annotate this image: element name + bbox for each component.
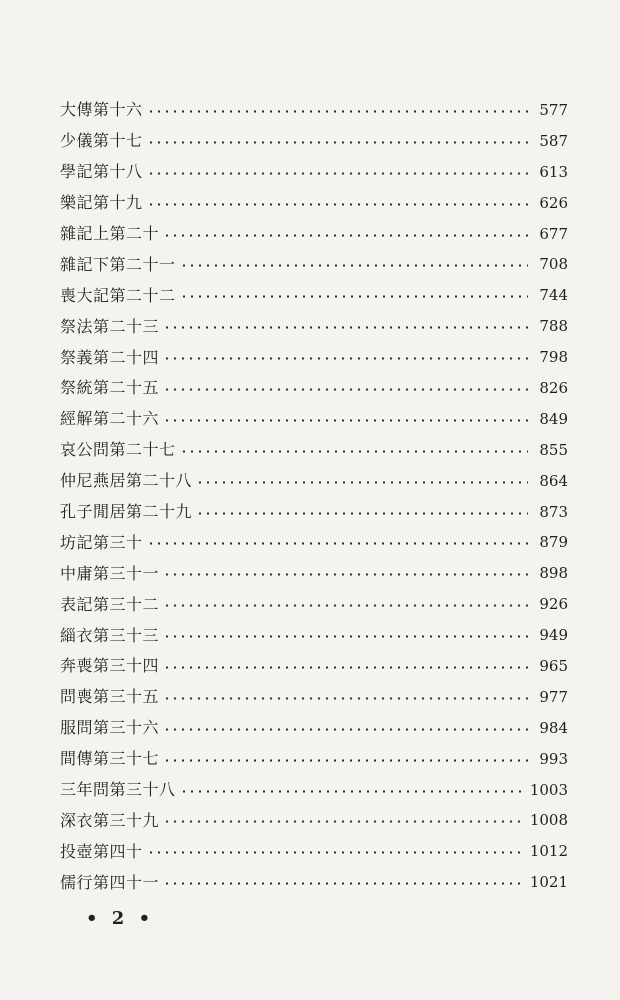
- toc-leader-dots: [163, 234, 528, 237]
- toc-leader-dots: [196, 481, 528, 484]
- toc-entry-title: 中庸第三十一: [60, 563, 160, 583]
- toc-leader-dots: [147, 141, 528, 144]
- toc-entry-page: 984: [539, 718, 568, 737]
- page-number: • 2 •: [86, 908, 155, 929]
- table-of-contents: [60, 95, 568, 898]
- toc-entry: [60, 651, 568, 682]
- toc-entry: [60, 497, 568, 528]
- toc-entry: [60, 682, 568, 713]
- toc-entry: [60, 867, 568, 898]
- toc-entry-page: 626: [539, 193, 568, 212]
- toc-entry-page: 873: [539, 502, 568, 521]
- toc-entry-title: 大傳第十六: [60, 100, 143, 120]
- toc-entry-page: 879: [539, 533, 568, 552]
- toc-leader-dots: [163, 697, 528, 700]
- toc-entry-title: 學記第十八: [60, 162, 143, 182]
- toc-entry: [60, 188, 568, 219]
- toc-entry-page: 949: [539, 626, 568, 645]
- toc-leader-dots: [163, 666, 528, 669]
- toc-entry: [60, 126, 568, 157]
- toc-entry-title: 祭統第二十五: [60, 378, 160, 398]
- toc-entry-page: 855: [539, 440, 568, 459]
- toc-leader-dots: [147, 542, 528, 545]
- toc-entry: [60, 280, 568, 311]
- toc-leader-dots: [147, 851, 526, 854]
- toc-entry-title: 樂記第十九: [60, 193, 143, 213]
- toc-entry-title: 服問第三十六: [60, 718, 160, 738]
- toc-entry-title: 雜記上第二十: [60, 224, 160, 243]
- toc-leader-dots: [163, 728, 528, 731]
- toc-entry-page: 864: [539, 471, 568, 490]
- toc-leader-dots: [180, 450, 528, 453]
- toc-entry-title: 喪大記第二十二: [60, 285, 176, 305]
- toc-entry-page: 577: [539, 100, 568, 119]
- toc-entry-page: 798: [539, 348, 568, 367]
- toc-entry-page: 1021: [529, 873, 568, 892]
- toc-leader-dots: [163, 326, 528, 329]
- toc-leader-dots: [147, 203, 528, 206]
- toc-entry-title: 儒行第四十一: [60, 872, 160, 892]
- toc-entry: [60, 157, 568, 188]
- toc-entry-title: 祭法第二十三: [60, 316, 160, 336]
- toc-leader-dots: [163, 419, 528, 422]
- toc-leader-dots: [163, 759, 528, 762]
- toc-leader-dots: [163, 573, 528, 576]
- toc-entry: [60, 775, 568, 806]
- toc-entry-title: 坊記第三十: [60, 532, 143, 552]
- toc-entry-page: 849: [539, 409, 568, 428]
- toc-entry-page: 744: [539, 286, 568, 305]
- toc-entry: [60, 95, 568, 126]
- toc-entry-title: 哀公問第二十七: [60, 440, 176, 460]
- toc-entry-title: 三年問第三十八: [60, 780, 176, 800]
- toc-entry-title: 深衣第三十九: [60, 810, 160, 830]
- toc-leader-dots: [180, 264, 528, 267]
- toc-leader-dots: [163, 635, 528, 638]
- toc-leader-dots: [163, 882, 526, 885]
- toc-entry-title: 仲尼燕居第二十八: [60, 471, 193, 491]
- toc-entry: [60, 219, 568, 250]
- toc-entry-title: 少儀第十七: [60, 131, 143, 151]
- toc-entry-title: 雜記下第二十一: [60, 254, 176, 274]
- toc-entry: [60, 466, 568, 497]
- toc-entry-title: 間傳第三十七: [60, 749, 160, 769]
- toc-entry-page: 1008: [529, 811, 568, 830]
- toc-leader-dots: [147, 110, 528, 113]
- toc-entry-page: 613: [539, 162, 568, 181]
- toc-leader-dots: [163, 820, 526, 823]
- toc-entry: [60, 558, 568, 589]
- toc-entry-page: 677: [539, 224, 568, 243]
- toc-entry-title: 問喪第三十五: [60, 687, 160, 707]
- toc-entry: [60, 713, 568, 744]
- toc-entry-page: 1003: [529, 780, 568, 799]
- toc-entry-title: 表記第三十二: [60, 594, 160, 614]
- toc-entry: [60, 311, 568, 342]
- toc-entry: [60, 435, 568, 466]
- toc-leader-dots: [163, 357, 528, 360]
- toc-entry-page: 708: [539, 255, 568, 274]
- toc-entry-title: 緇衣第三十三: [60, 625, 160, 645]
- toc-leader-dots: [180, 295, 528, 298]
- toc-entry-page: 965: [539, 656, 568, 675]
- toc-leader-dots: [163, 604, 528, 607]
- toc-entry: [60, 404, 568, 435]
- toc-entry-page: 826: [539, 378, 568, 397]
- toc-entry: [60, 620, 568, 651]
- toc-entry-title: 祭義第二十四: [60, 347, 160, 367]
- toc-entry-page: 993: [539, 749, 568, 768]
- toc-entry-title: 經解第二十六: [60, 409, 160, 429]
- toc-entry: [60, 805, 568, 836]
- toc-leader-dots: [196, 512, 528, 515]
- toc-entry: [60, 249, 568, 280]
- toc-entry: [60, 589, 568, 620]
- toc-entry-page: 977: [539, 687, 568, 706]
- toc-entry: [60, 744, 568, 775]
- toc-entry: [60, 836, 568, 867]
- toc-entry-page: 1012: [529, 842, 568, 861]
- toc-entry-page: 788: [539, 317, 568, 336]
- toc-entry: [60, 342, 568, 373]
- toc-leader-dots: [163, 388, 528, 391]
- toc-entry-title: 奔喪第三十四: [60, 656, 160, 676]
- toc-entry-title: 投壺第四十: [60, 841, 143, 861]
- toc-entry-page: 926: [539, 595, 568, 614]
- toc-entry-title: 孔子閒居第二十九: [60, 502, 193, 522]
- toc-entry: [60, 527, 568, 558]
- toc-entry-page: 898: [539, 564, 568, 583]
- toc-entry: [60, 373, 568, 404]
- toc-entry-page: 587: [539, 131, 568, 150]
- toc-leader-dots: [147, 172, 528, 175]
- toc-leader-dots: [180, 790, 526, 793]
